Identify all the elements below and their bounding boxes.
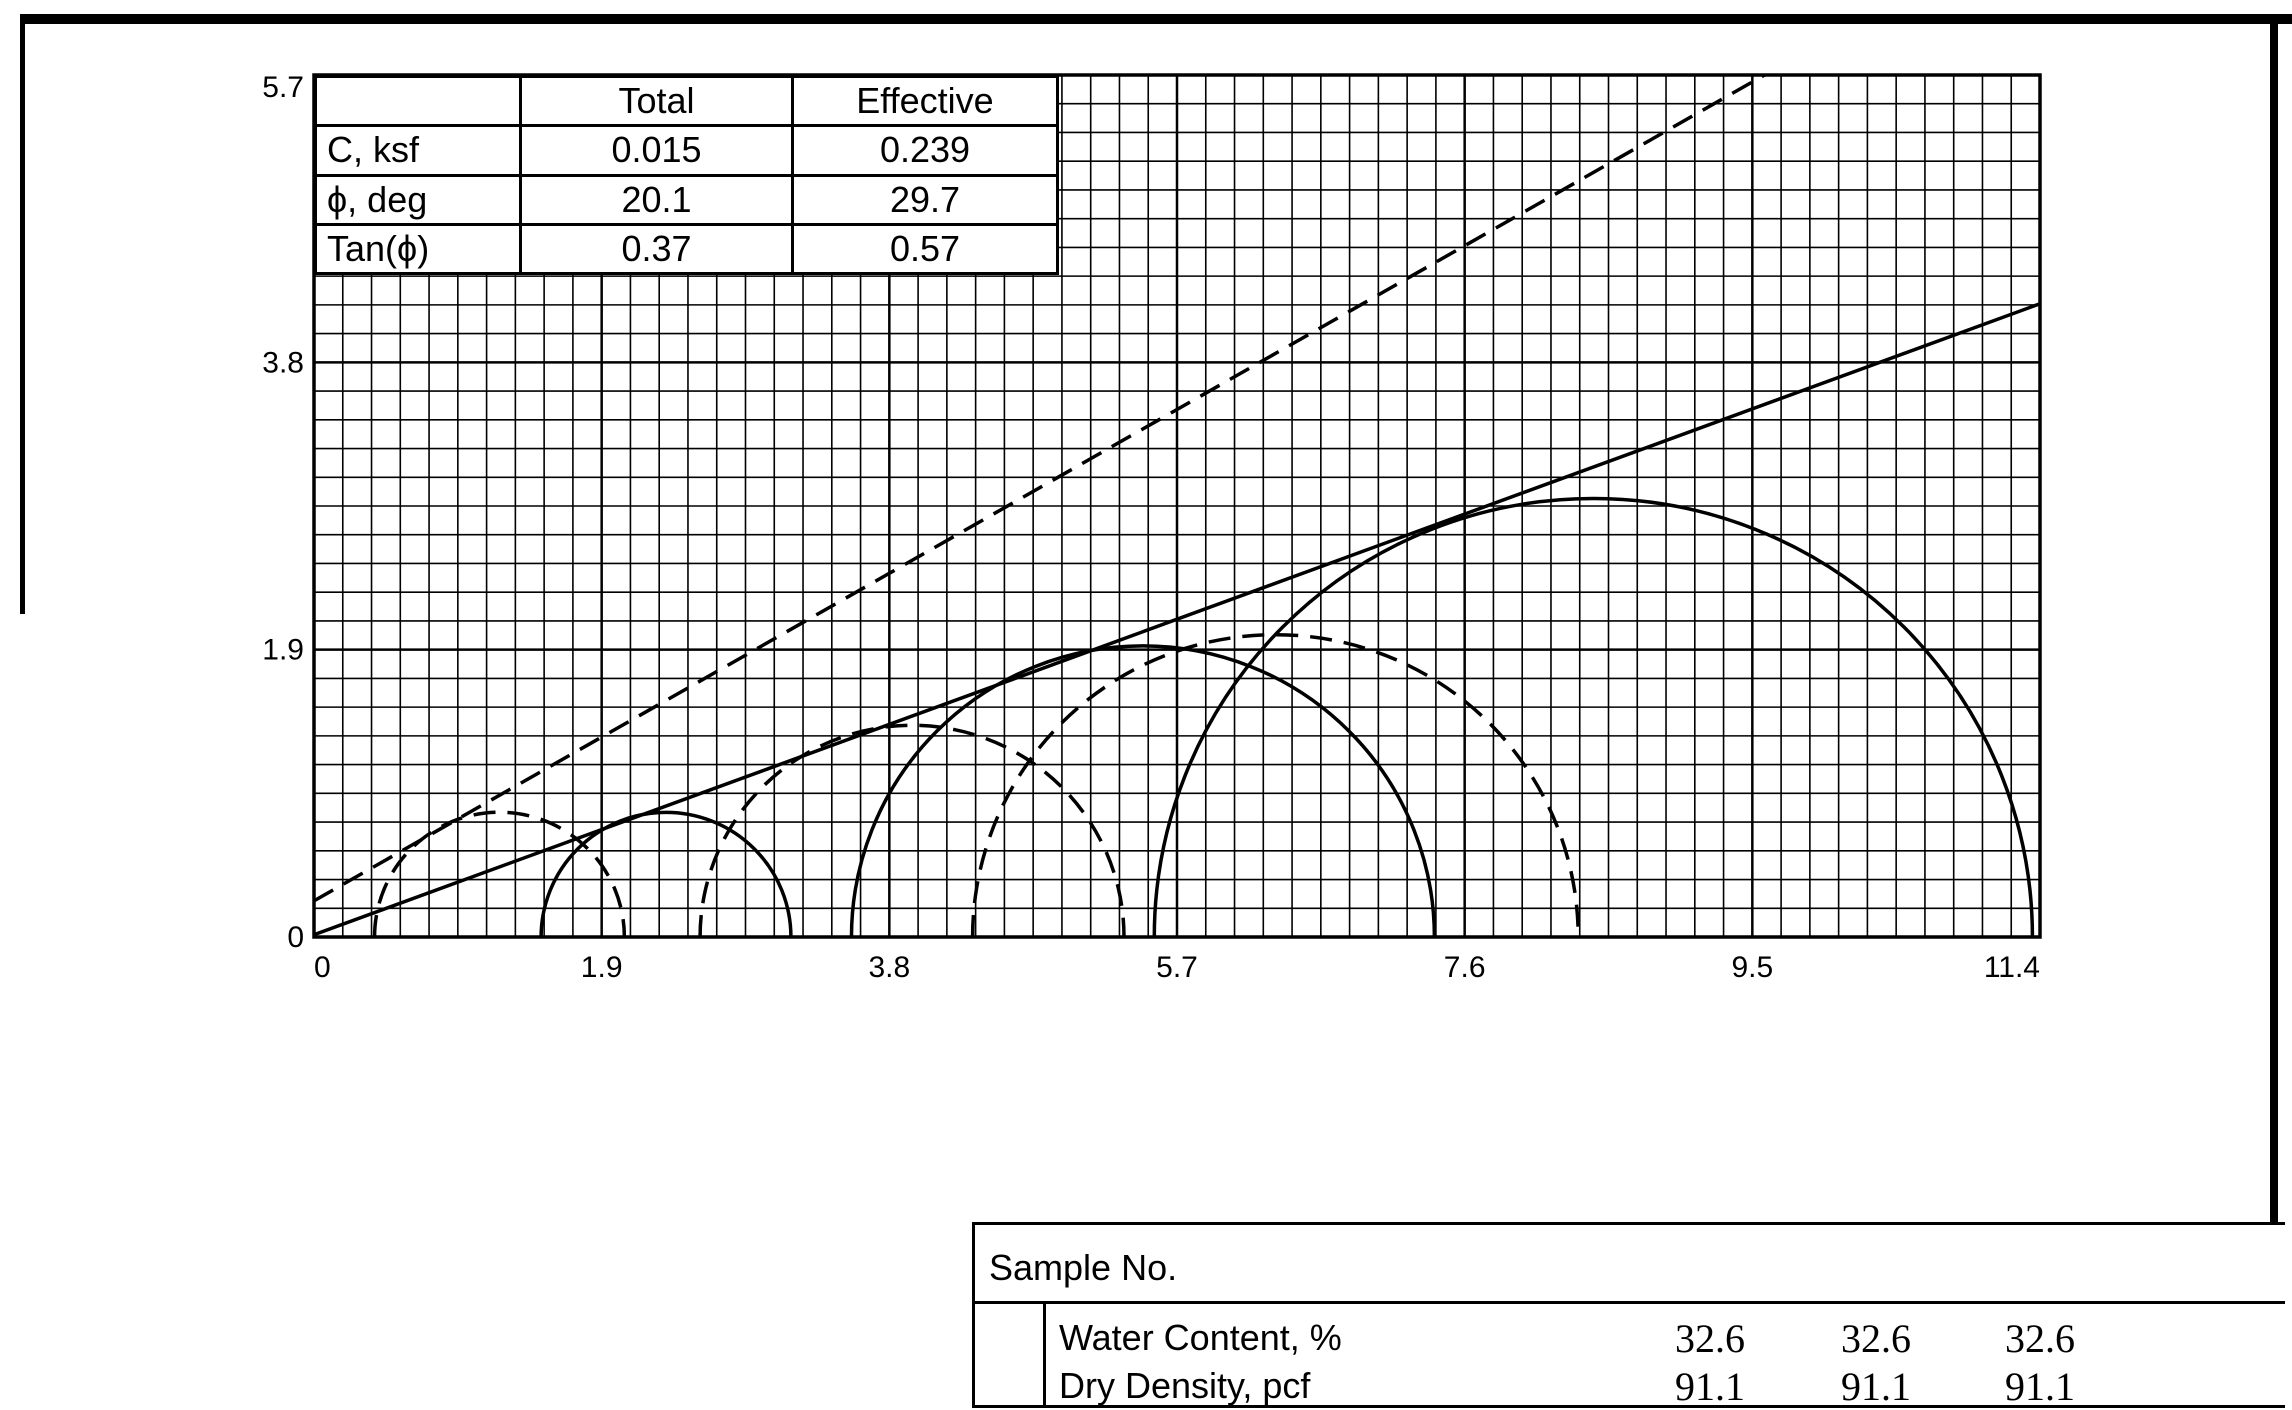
y-tick-label: 5.7 — [262, 71, 304, 104]
tan-phi-effective: 0.57 — [793, 224, 1058, 273]
table-divider — [975, 1301, 2285, 1304]
y-tick-label: 0 — [287, 921, 304, 954]
y-tick-label: 3.8 — [262, 346, 304, 380]
total-mohr-circle — [851, 646, 1434, 937]
strength-parameter-table — [314, 75, 1059, 275]
cohesion-effective: 0.239 — [793, 126, 1058, 175]
dry-density-value: 91.1 — [1841, 1364, 1911, 1409]
row-label-cohesion: C, ksf — [316, 126, 521, 175]
table-row — [316, 175, 1058, 224]
y-tick-label: 1.9 — [262, 633, 304, 667]
row-label-friction-angle: ϕ, deg — [316, 175, 521, 224]
table-header-total: Total — [521, 77, 793, 126]
table-header-effective: Effective — [793, 77, 1058, 126]
table-row — [316, 224, 1058, 273]
x-tick-label: 11.4 — [1983, 951, 2040, 984]
x-tick-label: 9.5 — [1731, 951, 1774, 984]
table-header-row — [316, 77, 1058, 126]
x-tick-label: 3.8 — [868, 951, 911, 984]
x-tick-label: 0 — [314, 951, 331, 984]
sample-no-header: Sample No. — [989, 1247, 1178, 1288]
tan-phi-total: 0.37 — [521, 224, 793, 273]
friction-angle-effective: 29.7 — [793, 175, 1058, 224]
dry-density-value: 91.1 — [1675, 1364, 1745, 1409]
cohesion-total: 0.015 — [521, 126, 793, 175]
total-mohr-circle — [541, 812, 791, 937]
x-tick-label: 7.6 — [1443, 951, 1486, 984]
water-content-value: 32.6 — [2005, 1316, 2075, 1361]
sample-properties-table — [972, 1222, 2285, 1408]
dry-density-value: 91.1 — [2005, 1364, 2075, 1409]
table-header-blank — [316, 77, 521, 126]
dry-density-label: Dry Density, pcf — [1059, 1365, 1311, 1406]
row-label-tan-phi: Tan(ϕ) — [316, 224, 521, 273]
water-content-value: 32.6 — [1675, 1316, 1745, 1361]
effective-mohr-circle — [375, 812, 625, 937]
x-tick-label: 1.9 — [580, 951, 623, 984]
table-divider — [1043, 1301, 1046, 1405]
water-content-value: 32.6 — [1841, 1316, 1911, 1361]
friction-angle-total: 20.1 — [521, 175, 793, 224]
water-content-label: Water Content, % — [1059, 1317, 1342, 1358]
table-row — [316, 126, 1058, 175]
effective-mohr-circle — [973, 635, 1579, 937]
x-tick-label: 5.7 — [1156, 951, 1198, 984]
